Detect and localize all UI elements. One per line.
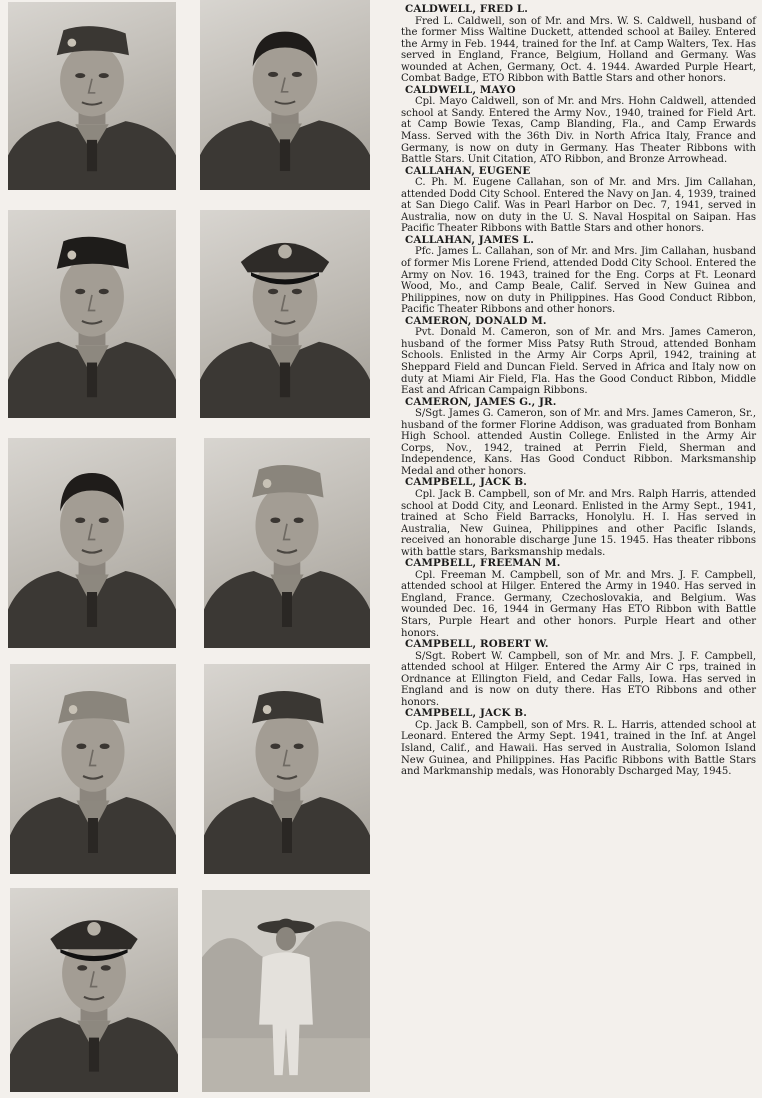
biography-entry	[401, 708, 756, 777]
biography-entry	[401, 558, 756, 639]
soldier-name: CALDWELL, FRED L.	[405, 3, 529, 15]
biography-entry	[401, 235, 756, 316]
portrait-garrison-cap-soldier	[8, 2, 176, 190]
soldier-bio: S/Sgt. Robert W. Campbell, son of Mr. and Mrs. J. F. Campbell, attended school at Hilger. Entered the Army Air C rps, trained in Ordnance at Ellington Field, and Cedar Falls, Iowa. Has served in England and is now on duty there. Has ETO Ribbons and other honors.	[401, 650, 756, 708]
biography-column	[401, 4, 756, 778]
soldier-name: CAMPBELL, JACK B.	[405, 707, 527, 720]
portrait-full-length-soldier-campaign-hat	[202, 890, 370, 1092]
biography-entry	[401, 4, 756, 85]
portrait-photo	[8, 210, 176, 418]
soldier-bio: Cp. Jack B. Campbell, son of Mrs. R. L. Harris, attended school at Leonard. Entered the Army Sept. 1941, trained in the Inf. at Angel Island, Calif., and Hawaii. Has served in Australia, Solomon Island New Guinea, and Philippines. Has Pacific Ribbons with Battle Stars and Markmanship medals, was Honorably Dscharged May, 1945.	[401, 719, 756, 778]
soldier-bio: S/Sgt. James G. Cameron, son of Mr. and Mrs. James Cameron, Sr., husband of the former Florine Addison, was graduated from Bonham High School. attended Austin College. Enlisted in the Army Air Corps, Nov., 1942, trained at Perrin Field, Sherman and Independence, Kans. Has Good Conduct Ribbon. Marksmanship Medal and other honors.	[401, 408, 756, 477]
portrait-photo	[10, 664, 176, 874]
portrait-service-cap-soldier	[8, 210, 176, 418]
soldier-bio: Pvt. Donald M. Cameron, son of Mr. and Mrs. James Cameron, husband of the former Miss Patsy Ruth Stroud, attended Bonham Schools. Enlisted in the Army Air Corps April, 1942, training at Sheppard Field and Duncan Field. Served in Africa and Italy now on duty at Miami Air Field, Fla. Has the Good Conduct Ribbon, Middle East and African Campaign Ribbons.	[401, 327, 756, 397]
portrait-photo	[8, 2, 176, 190]
soldier-name: CAMERON, DONALD M.	[405, 314, 547, 327]
portrait-photo	[200, 210, 370, 418]
biography-entry	[401, 316, 756, 397]
soldier-bio: Pfc. James L. Callahan, son of Mr. and Mrs. Jim Callahan, husband of former Mis Lorene Friend, attended Dodd City School. Entered the Army on Nov. 16. 1943, trained for the Eng. Corps at Ft. Leonard Wood, Mo., and Camp Beale, Calif. Served in New Guinea and Philippines, now on duty in Philippines. Has Good Conduct Ribbon, Pacific Theater Ribbons and other honors.	[401, 246, 756, 316]
biography-entry	[401, 85, 756, 166]
soldier-name: CAMPBELL, JACK B.	[405, 476, 527, 489]
soldier-name: CAMPBELL, ROBERT W.	[405, 638, 549, 651]
soldier-bio: C. Ph. M. Eugene Callahan, son of Mr. and Mrs. Jim Callahan, attended Dodd City School. Entered the Navy on Jan. 4, 1939, trained at San Diego Calif. Was in Pearl Harbor on Dec. 7, 1941, served in Australia, now on duty in the U. S. Naval Hospital on Saipan. Has Pacific Theater Ribbons with Battle Stars and other honors.	[401, 177, 756, 235]
soldier-name: CAMPBELL, FREEMAN M.	[405, 557, 561, 570]
portrait-bareheaded-soldier	[200, 0, 370, 190]
portrait-garrison-cap-sergeant	[204, 438, 370, 648]
biography-entry	[401, 166, 756, 235]
portrait-dark-cap-soldier	[204, 664, 370, 874]
soldier-bio: Cpl. Mayo Caldwell, son of Mr. and Mrs. Hohn Caldwell, attended school at Sandy. Entered the Army Nov., 1940, trained for Field Art. at Camp Bowie Texas, Camp Blanding, Fla., and Camp Erwards Mass. Served with the 36th Div. in North Africa Italy, France and Germany, is now on duty in Germany. Has Theater Ribbons with Battle Stars. Unit Citation, ATO Ribbon, and Bronze Arrowhead.	[401, 96, 756, 166]
soldier-bio: Cpl. Freeman M. Campbell, son of Mr. and Mrs. J. F. Campbell, attended school at Hilger. Entered the Army in 1940. Has served in England, France. Germany, Czechoslovakia, and Belgium. Was wounded Dec. 16, 1944 in Germany Has ETO Ribbon with Battle Stars, Purple Heart and other honors. Purple Heart and other honors.	[401, 569, 756, 639]
soldier-name: CALLAHAN, EUGENE	[405, 164, 531, 177]
soldier-name: CALLAHAN, JAMES L.	[405, 233, 534, 246]
portrait-photo	[10, 888, 178, 1092]
biography-entry	[401, 639, 756, 708]
portrait-photo	[202, 890, 370, 1092]
portrait-photo	[200, 0, 370, 190]
biography-entry	[401, 477, 756, 558]
portrait-smiling-soldier	[8, 438, 176, 648]
portrait-peaked-cap-soldier	[200, 210, 370, 418]
portrait-light-cap-soldier	[10, 664, 176, 874]
soldier-name: CALDWELL, MAYO	[405, 83, 516, 96]
soldier-bio: Cpl. Jack B. Campbell, son of Mr. and Mrs. Ralph Harris, attended school at Dodd City, and Leonard. Enlisted in the Army Sept., 1941, trained at Scho Field Barracks, Honolylu. H. I. Has served in Australia, New Guinea, Philippines and other Pacific Islands, received an honorable discharge June 15. 1945. Has theater ribbons with battle stars, Barksmanship medals.	[401, 488, 756, 558]
portrait-photo	[204, 664, 370, 874]
biography-entry	[401, 397, 756, 478]
soldier-name: CAMERON, JAMES G., JR.	[405, 395, 557, 408]
portrait-peaked-cap-soldier	[10, 888, 178, 1092]
soldier-bio: Fred L. Caldwell, son of Mr. and Mrs. W. S. Caldwell, husband of the former Miss Waltine Duckett, attended school at Bailey. Entered the Army in Feb. 1944, trained for the Inf. at Camp Walters, Tex. Has served in England, France, Belgium, Holland and Germany. Was wounded at Achen, Germany, Oct. 4. 1944. Awarded Purple Heart, Combat Badge, ETO Ribbon with Battle Stars and other honors.	[401, 15, 756, 85]
portrait-photo	[204, 438, 370, 648]
portrait-photo	[8, 438, 176, 648]
